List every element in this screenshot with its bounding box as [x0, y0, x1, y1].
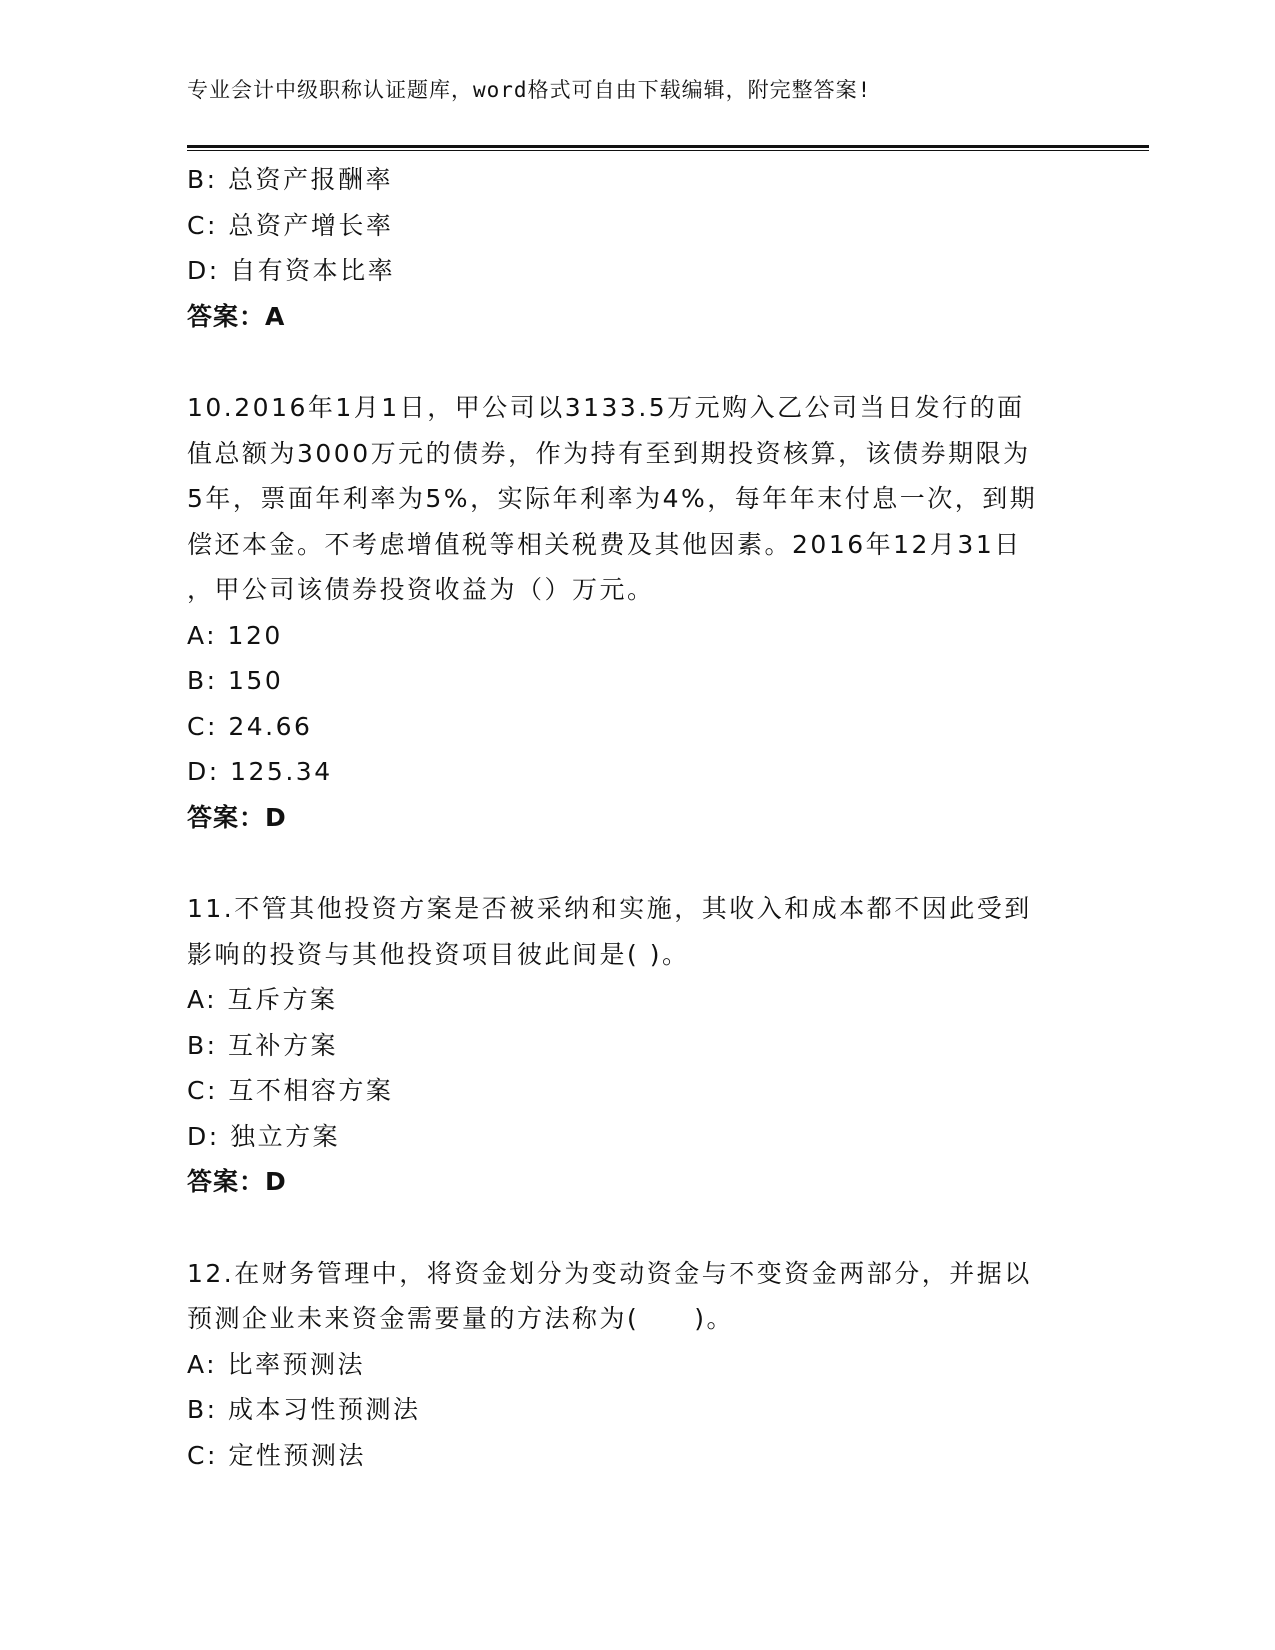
- question-text-line: 5年，票面年利率为5%，实际年利率为4%，每年年末付息一次，到期: [187, 484, 1038, 513]
- spacer: [187, 339, 1087, 385]
- question-content: [187, 157, 1087, 1478]
- option-b: B: 互补方案: [187, 1030, 339, 1060]
- option-b: B: 150: [187, 666, 284, 695]
- question-text-line: 12.在财务管理中，将资金划分为变动资金与不变资金两部分，并据以: [187, 1258, 1032, 1288]
- option-d: D: 独立方案: [187, 1121, 341, 1151]
- question-text-line: 偿还本金。不考虑增值税等相关税费及其他因素。2016年12月31日: [187, 529, 1022, 559]
- question-text-line: ，甲公司该债券投资收益为（）万元。: [187, 575, 655, 604]
- option-b: B: 成本习性预测法: [187, 1395, 421, 1424]
- question-12: [187, 1251, 1087, 1479]
- question-text-line: 10.2016年1月1日，甲公司以3133.5万元购入乙公司当日发行的面: [187, 393, 1025, 422]
- question-10: [187, 385, 1087, 840]
- header-rule-thick: [187, 145, 1149, 148]
- answer-line: 答案：D: [187, 802, 287, 832]
- option-b: B: 总资产报酬率: [187, 165, 394, 194]
- option-d: D: 自有资本比率: [187, 256, 396, 285]
- answer-line: 答案：D: [187, 1167, 287, 1196]
- question-11: [187, 886, 1087, 1205]
- option-a: A: 互斥方案: [187, 985, 338, 1014]
- question-text-line: 预测企业未来资金需要量的方法称为( )。: [187, 1304, 735, 1333]
- page-header: 专业会计中级职称认证题库，word格式可自由下载编辑，附完整答案!: [187, 78, 872, 102]
- question-text-line: 11.不管其他投资方案是否被采纳和实施，其收入和成本都不因此受到: [187, 894, 1032, 923]
- answer-line: 答案：A: [187, 301, 286, 331]
- option-c: C: 互不相容方案: [187, 1076, 394, 1105]
- option-a: A: 120: [187, 620, 283, 650]
- option-c: C: 总资产增长率: [187, 210, 394, 240]
- header-rule-thin: [187, 150, 1149, 151]
- spacer: [187, 840, 1087, 886]
- option-c: C: 定性预测法: [187, 1440, 366, 1470]
- spacer: [187, 1205, 1087, 1251]
- question-text-line: 值总额为3000万元的债券，作为持有至到期投资核算，该债券期限为: [187, 438, 1031, 468]
- option-c: C: 24.66: [187, 711, 313, 741]
- question-text-line: 影响的投资与其他投资项目彼此间是( )。: [187, 939, 690, 969]
- question-9: [187, 157, 1087, 339]
- option-d: D: 125.34: [187, 757, 333, 786]
- option-a: A: 比率预测法: [187, 1349, 366, 1379]
